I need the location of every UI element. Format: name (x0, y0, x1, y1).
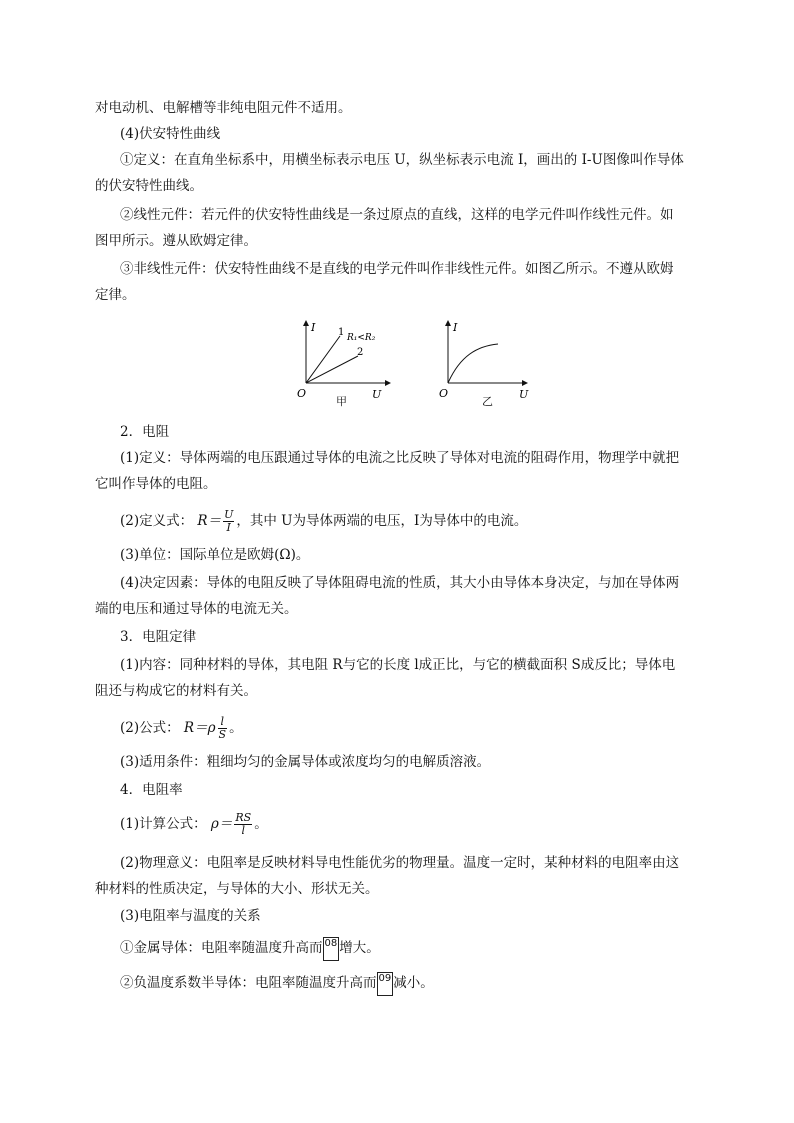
text-line: (1)内容：同种材料的导体，其电阻 R与它的长度 l成正比，与它的横截面积 S成反比；导体电 (120, 657, 676, 673)
numerator: l (218, 716, 228, 729)
text-line: 阻还与构成它的材料有关。 (95, 683, 257, 699)
formula-line-resistance-law (120, 715, 730, 741)
axis-label-x: U (372, 388, 382, 401)
axis-label-x: U (519, 388, 529, 401)
formula-line-resistance (120, 508, 730, 534)
line-2 (306, 356, 358, 383)
line-label-2: 2 (357, 347, 364, 358)
origin-label: O (297, 387, 307, 400)
fraction (223, 509, 234, 534)
origin-label: O (439, 387, 449, 400)
text: 增大。 (339, 940, 380, 956)
text-line: ①定义：在直角坐标系中，用横坐标表示电压 U，纵坐标表示电流 I，画出的 I-U图像叫作导体 (120, 152, 684, 168)
text-line: (4)决定因素：导体的电阻反映了导体阻碍电流的性质，其大小由导体本身决定，与加在导体两 (120, 575, 680, 591)
answer-blank-box: 09 (377, 972, 394, 996)
x-axis-arrow-icon (385, 380, 391, 386)
text-line: 图甲所示。遵从欧姆定律。 (95, 233, 257, 249)
axis-label-y: I (311, 321, 316, 334)
text-line: (1)定义：导体两端的电压跟通过导体的电流之比反映了导体对电流的阻碍作用，物理学中就把 (120, 450, 680, 466)
formula-lhs: ρ＝ (210, 816, 233, 832)
text: 。 (229, 720, 243, 736)
formula-line-resistivity (120, 811, 730, 837)
denominator: l (241, 824, 246, 837)
line-label-1: 1 (338, 327, 345, 338)
denominator: I (226, 521, 231, 534)
text-line: (2)物理意义：电阻率是反映材料导电性能优劣的物理量。温度一定时，某种材料的电阻率由这 (120, 855, 680, 871)
text-line: (3)单位：国际单位是欧姆(Ω)。 (120, 547, 310, 563)
figure-caption-yi: 乙 (482, 395, 493, 408)
text-line-with-blank (120, 935, 730, 961)
text: (2)定义式： (120, 513, 194, 529)
text-line: (3)适用条件：粗细均匀的金属导体或浓度均匀的电解质溶液。 (120, 754, 491, 770)
text: ，其中 U为导体两端的电压，I为导体中的电流。 (236, 513, 528, 529)
axis-label-y: I (453, 321, 458, 334)
text: 。 (254, 816, 268, 832)
denominator: S (218, 728, 227, 741)
fraction (234, 812, 252, 837)
text-line: ②线性元件：若元件的伏安特性曲线是一条过原点的直线，这样的电学元件叫作线性元件。如 (120, 207, 674, 223)
y-axis-arrow-icon (303, 320, 309, 326)
text-line: 端的电压和通过导体的电流无关。 (95, 601, 298, 617)
y-axis-arrow-icon (445, 320, 451, 326)
formula-lhs: R＝ρ (183, 720, 216, 736)
answer-blank-box: 08 (323, 937, 340, 961)
subsection-heading: (4)伏安特性曲线 (120, 126, 221, 142)
text-line: ③非线性元件：伏安特性曲线不是直线的电学元件叫作非线性元件。如图乙所示。不遵从欧姆 (120, 261, 674, 277)
fraction (218, 716, 228, 741)
text-line: (3)电阻率与温度的关系 (120, 908, 261, 924)
figure-caption-jia: 甲 (336, 395, 347, 408)
relation-label: R₁<R₂ (347, 333, 376, 343)
text: ②负温度系数半导体：电阻率随温度升高而 (120, 975, 377, 991)
text: (1)计算公式： (120, 816, 207, 832)
text-line: 定律。 (95, 287, 136, 303)
section-heading: 2．电阻 (120, 424, 170, 440)
nonlinear-curve (448, 344, 498, 383)
text-line: 它叫作导体的电阻。 (95, 476, 217, 492)
text-line: 的伏安特性曲线。 (95, 178, 203, 194)
section-heading: 4．电阻率 (120, 782, 183, 798)
text-line: 对电动机、电解槽等非纯电阻元件不适用。 (95, 100, 352, 116)
text: 减小。 (393, 975, 434, 991)
x-axis-arrow-icon (522, 380, 528, 386)
section-heading: 3．电阻定律 (120, 629, 197, 645)
numerator: RS (235, 811, 252, 824)
text-line: 种材料的性质决定，与导体的大小、形状无关。 (95, 881, 379, 897)
text: (2)公式： (120, 720, 180, 736)
text: ①金属导体：电阻率随温度升高而 (120, 940, 323, 956)
formula-lhs: R＝ (197, 513, 222, 529)
numerator: U (224, 508, 234, 521)
line-1 (306, 336, 340, 383)
text-line-with-blank (120, 970, 730, 996)
